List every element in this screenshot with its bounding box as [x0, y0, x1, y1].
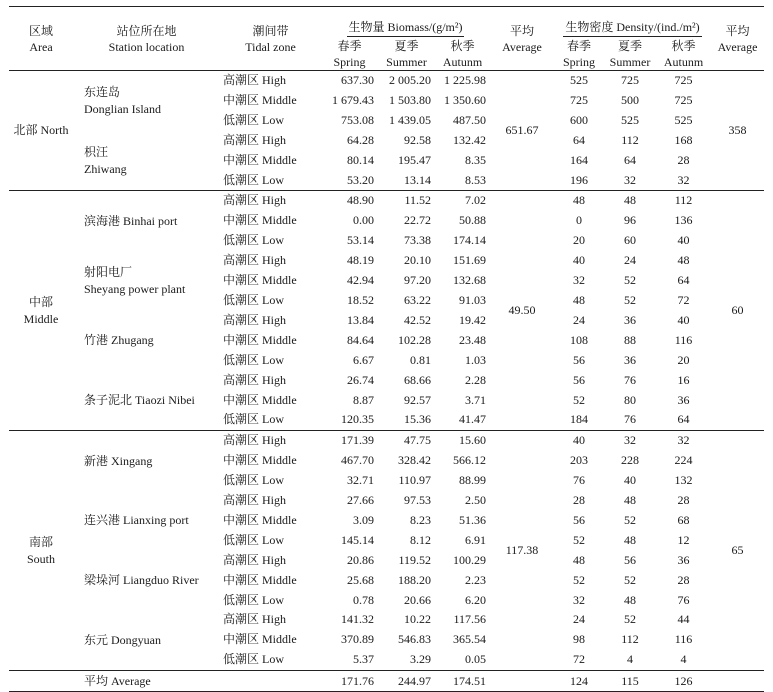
density-spring: 32 [573, 592, 585, 607]
header-biomass-spring: 春季 Spring [333, 39, 366, 69]
density-spring: 24 [573, 612, 585, 627]
density-autumn: 112 [656, 191, 711, 211]
density-autumn: 28 [677, 152, 690, 167]
biomass-summer: 119.52 [398, 552, 431, 567]
station-cell: 梁垛河 Liangduo River [84, 573, 199, 588]
density-average: 358 [711, 71, 764, 191]
header-biomass-autumn: 秋季 Autunm [442, 39, 483, 69]
biomass-spring: 25.68 [347, 572, 374, 587]
region-cell: 南部 South [9, 431, 73, 671]
biomass-spring: 753.08 [341, 112, 374, 127]
biomass-summer: 42.52 [404, 312, 431, 327]
biomass-spring: 5.37 [353, 652, 374, 667]
biomass-spring: 370.89 [341, 632, 374, 647]
biomass-autumn: 151.69 [453, 253, 486, 268]
biomass-autumn: 6.91 [465, 532, 486, 547]
header-biomass-group: 生物量 Biomass/(g/m²) [321, 7, 490, 39]
density-summer: 88 [624, 332, 636, 347]
tidal-zone-cell: 中潮区 Middle [223, 453, 297, 468]
tidal-zone-cell: 中潮区 Middle [223, 152, 297, 167]
biomass-spring: 3.09 [353, 512, 374, 527]
density-autumn: 525 [674, 112, 693, 127]
biomass-summer: 47.75 [378, 431, 435, 451]
biomass-summer: 1 503.80 [389, 92, 431, 107]
tidal-zone-cell: 低潮区 Low [223, 112, 284, 127]
density-summer: 36 [624, 352, 636, 367]
header-biomass-summer: 夏季 Summer [386, 39, 427, 69]
density-spring: 56 [573, 372, 585, 387]
biomass-autumn: 2.23 [465, 572, 486, 587]
footer-biomass-autumn: 174.51 [435, 671, 490, 692]
biomass-summer: 195.47 [398, 152, 431, 167]
tidal-zone-cell: 低潮区 Low [223, 172, 284, 187]
biomass-spring: 1 679.43 [332, 92, 374, 107]
biomass-autumn: 132.42 [453, 132, 486, 147]
biomass-spring: 48.19 [347, 253, 374, 268]
header-density-autumn: 秋季 Autunm [663, 39, 704, 69]
biomass-spring: 32.71 [347, 473, 374, 488]
station-cell: 竹港 Zhugang [84, 333, 154, 348]
density-autumn: 32 [677, 172, 690, 187]
tidal-zone-cell: 中潮区 Middle [223, 572, 297, 587]
density-spring: 76 [573, 473, 585, 488]
biomass-autumn: 117.56 [453, 612, 486, 627]
biomass-autumn: 88.99 [459, 473, 486, 488]
tidal-zone-cell: 中潮区 Middle [223, 213, 297, 228]
density-spring: 600 [570, 112, 588, 127]
tidal-zone-cell: 中潮区 Middle [223, 392, 297, 407]
footer-density-spring: 124 [554, 671, 604, 692]
footer-biomass-summer: 244.97 [378, 671, 435, 692]
biomass-summer: 20.66 [404, 592, 431, 607]
biomass-autumn: 365.54 [453, 632, 486, 647]
biomass-autumn: 3.71 [465, 392, 486, 407]
density-autumn: 44 [677, 612, 690, 627]
header-density-group: 生物密度 Density/(ind./m²) [554, 7, 711, 39]
biomass-summer: 328.42 [398, 453, 431, 468]
biomass-average: 117.38 [490, 431, 554, 671]
biomass-summer: 10.22 [404, 612, 431, 627]
density-autumn: 36 [677, 392, 690, 407]
table-row [9, 371, 764, 391]
density-summer: 525 [621, 112, 639, 127]
density-summer: 32 [624, 172, 636, 187]
station-cell: 东元 Dongyuan [84, 632, 161, 647]
tidal-zone-cell: 高潮区 High [223, 612, 287, 627]
biomass-spring: 84.64 [347, 332, 374, 347]
biomass-autumn: 1.03 [465, 352, 486, 367]
density-summer: 48 [624, 592, 636, 607]
biomass-summer: 2 005.20 [378, 71, 435, 91]
table-row [9, 251, 764, 271]
density-spring: 52 [573, 392, 585, 407]
density-average: 60 [711, 191, 764, 431]
density-autumn: 40 [677, 312, 690, 327]
biomass-autumn: 487.50 [453, 112, 486, 127]
biomass-spring: 120.35 [341, 412, 374, 427]
biomass-autumn: 23.48 [459, 332, 486, 347]
density-autumn: 64 [677, 273, 690, 288]
biomass-autumn: 51.36 [459, 512, 486, 527]
biomass-spring: 42.94 [347, 273, 374, 288]
density-spring: 20 [573, 233, 585, 248]
biomass-summer: 63.22 [404, 292, 431, 307]
biomass-spring: 0.00 [353, 213, 374, 228]
density-autumn: 725 [674, 92, 693, 107]
biomass-spring: 141.32 [341, 612, 374, 627]
header-area: 区域 Area [28, 23, 53, 54]
density-spring: 0 [576, 213, 582, 228]
biomass-summer: 97.53 [404, 493, 431, 508]
tidal-zone-cell: 低潮区 Low [223, 592, 284, 607]
density-summer: 96 [624, 213, 636, 228]
density-spring: 164 [570, 152, 588, 167]
density-autumn: 28 [677, 493, 690, 508]
biomass-autumn: 41.47 [459, 412, 486, 427]
biomass-density-table [9, 6, 764, 692]
footer-label: 平均 Average [73, 671, 220, 692]
density-autumn: 36 [677, 552, 690, 567]
station-cell: 枳汪 Zhiwang [84, 144, 127, 176]
density-summer: 80 [624, 392, 636, 407]
density-summer: 60 [624, 233, 636, 248]
tidal-zone-cell: 高潮区 High [223, 132, 287, 147]
density-autumn: 116 [674, 632, 693, 647]
biomass-spring: 26.74 [347, 372, 374, 387]
biomass-spring: 27.66 [347, 493, 374, 508]
header-density-spring: 春季 Spring [562, 39, 595, 69]
density-spring: 52 [573, 532, 585, 547]
density-spring: 48 [573, 552, 585, 567]
biomass-autumn: 1 350.60 [444, 92, 486, 107]
density-spring: 98 [573, 632, 585, 647]
density-average: 65 [711, 431, 764, 671]
density-spring: 184 [570, 412, 588, 427]
station-cell: 新港 Xingang [73, 431, 220, 491]
biomass-autumn: 100.29 [453, 552, 486, 567]
biomass-autumn: 132.68 [453, 273, 486, 288]
footer-density-autumn: 126 [656, 671, 711, 692]
density-autumn: 20 [677, 352, 690, 367]
table-row [9, 610, 764, 630]
density-summer: 112 [621, 632, 639, 647]
density-spring: 203 [570, 453, 588, 468]
biomass-average: 651.67 [490, 71, 554, 191]
density-autumn: 168 [674, 132, 693, 147]
biomass-summer: 8.23 [410, 512, 431, 527]
density-summer: 48 [604, 191, 656, 211]
table-row [9, 191, 764, 211]
biomass-spring: 467.70 [341, 453, 374, 468]
density-autumn: 68 [677, 512, 690, 527]
biomass-spring: 18.52 [347, 292, 374, 307]
density-summer: 64 [624, 152, 636, 167]
biomass-spring: 6.67 [353, 352, 374, 367]
biomass-spring: 64.28 [347, 132, 374, 147]
density-autumn: 32 [656, 431, 711, 451]
table-row [9, 551, 764, 571]
biomass-average: 49.50 [490, 191, 554, 431]
density-spring: 48 [554, 191, 604, 211]
biomass-summer: 188.20 [398, 572, 431, 587]
density-autumn: 136 [674, 213, 693, 228]
density-autumn: 224 [674, 453, 693, 468]
biomass-spring: 145.14 [341, 532, 374, 547]
density-autumn: 72 [677, 292, 690, 307]
biomass-autumn: 2.28 [465, 372, 486, 387]
density-summer: 52 [624, 612, 636, 627]
table-body [9, 71, 764, 671]
footer-blank [711, 671, 764, 692]
station-cell: 东连岛 Donglian Island [73, 71, 220, 131]
biomass-autumn: 174.14 [453, 233, 486, 248]
density-summer: 52 [624, 273, 636, 288]
biomass-summer: 102.28 [398, 332, 431, 347]
density-spring: 24 [573, 312, 585, 327]
density-summer: 48 [624, 493, 636, 508]
density-spring: 32 [573, 273, 585, 288]
biomass-spring: 53.20 [347, 172, 374, 187]
biomass-summer: 1 439.05 [389, 112, 431, 127]
biomass-summer: 15.36 [404, 412, 431, 427]
density-summer: 76 [624, 412, 636, 427]
biomass-spring: 53.14 [347, 233, 374, 248]
biomass-autumn: 19.42 [459, 312, 486, 327]
density-spring: 48 [573, 292, 585, 307]
station-cell: 滨海港 Binhai port [73, 191, 220, 251]
density-autumn: 4 [680, 652, 687, 667]
biomass-autumn: 2.50 [465, 493, 486, 508]
biomass-spring: 637.30 [321, 71, 378, 91]
density-spring: 525 [554, 71, 604, 91]
biomass-autumn: 7.02 [435, 191, 490, 211]
region-cell: 北部 North [9, 71, 73, 191]
header-density-average: 平均 Average [717, 23, 758, 54]
biomass-summer: 0.81 [410, 352, 431, 367]
density-autumn: 76 [677, 592, 690, 607]
table-row [9, 131, 764, 151]
density-summer: 24 [624, 253, 636, 268]
density-summer: 52 [624, 292, 636, 307]
tidal-zone-cell: 高潮区 High [220, 191, 321, 211]
density-spring: 40 [573, 253, 585, 268]
tidal-zone-cell: 中潮区 Middle [223, 512, 297, 527]
biomass-autumn: 15.60 [435, 431, 490, 451]
tidal-zone-cell: 高潮区 High [223, 253, 287, 268]
biomass-summer: 13.14 [404, 172, 431, 187]
tidal-zone-cell: 高潮区 High [223, 372, 287, 387]
biomass-spring: 48.90 [321, 191, 378, 211]
header-biomass-average: 平均 Average [502, 23, 542, 54]
tidal-zone-cell: 低潮区 Low [223, 652, 284, 667]
table-row [9, 491, 764, 511]
density-spring: 52 [573, 572, 585, 587]
density-summer: 500 [621, 92, 639, 107]
footer-biomass-spring: 171.76 [321, 671, 378, 692]
density-autumn: 40 [677, 233, 690, 248]
tidal-zone-cell: 高潮区 High [223, 493, 287, 508]
header-station: 站位所在地 Station location [108, 23, 185, 54]
biomass-summer: 97.20 [404, 273, 431, 288]
biomass-summer: 73.38 [404, 233, 431, 248]
density-summer: 36 [624, 312, 636, 327]
tidal-zone-cell: 中潮区 Middle [223, 92, 297, 107]
density-summer: 4 [627, 652, 633, 667]
tidal-zone-cell: 高潮区 High [220, 431, 321, 451]
biomass-autumn: 50.88 [459, 213, 486, 228]
density-spring: 40 [554, 431, 604, 451]
biomass-autumn: 0.05 [465, 652, 486, 667]
biomass-summer: 8.12 [410, 532, 431, 547]
biomass-summer: 20.10 [404, 253, 431, 268]
tidal-zone-cell: 低潮区 Low [223, 532, 284, 547]
density-autumn: 16 [677, 372, 690, 387]
biomass-spring: 80.14 [347, 152, 374, 167]
biomass-summer: 110.97 [398, 473, 431, 488]
density-summer: 40 [624, 473, 636, 488]
density-spring: 28 [573, 493, 585, 508]
density-summer: 56 [624, 552, 636, 567]
density-spring: 72 [573, 652, 585, 667]
density-autumn: 132 [674, 473, 693, 488]
density-summer: 52 [624, 512, 636, 527]
density-spring: 64 [573, 132, 585, 147]
density-autumn: 48 [677, 253, 690, 268]
biomass-spring: 171.39 [321, 431, 378, 451]
density-spring: 108 [570, 332, 588, 347]
tidal-zone-cell: 高潮区 High [223, 552, 287, 567]
tidal-zone-cell: 低潮区 Low [223, 352, 284, 367]
biomass-autumn: 8.35 [465, 152, 486, 167]
biomass-summer: 546.83 [398, 632, 431, 647]
biomass-autumn: 566.12 [453, 453, 486, 468]
density-summer: 228 [621, 453, 639, 468]
biomass-summer: 22.72 [404, 213, 431, 228]
density-spring: 725 [570, 92, 588, 107]
header-tidal-zone: 潮间带 Tidal zone [245, 23, 296, 54]
density-summer: 76 [624, 372, 636, 387]
density-autumn: 116 [674, 332, 693, 347]
density-summer: 112 [621, 132, 639, 147]
tidal-zone-cell: 低潮区 Low [223, 412, 284, 427]
tidal-zone-cell: 低潮区 Low [223, 473, 284, 488]
table-row [9, 311, 764, 331]
region-cell: 中部 Middle [9, 191, 73, 431]
biomass-summer: 68.66 [404, 372, 431, 387]
biomass-spring: 13.84 [347, 312, 374, 327]
station-cell: 连兴港 Lianxing port [84, 513, 189, 528]
density-summer: 32 [604, 431, 656, 451]
biomass-autumn: 1 225.98 [435, 71, 490, 91]
density-summer: 48 [624, 532, 636, 547]
tidal-zone-cell: 低潮区 Low [223, 292, 284, 307]
density-summer: 52 [624, 572, 636, 587]
density-spring: 56 [573, 512, 585, 527]
tidal-zone-cell: 低潮区 Low [223, 233, 284, 248]
table-row [9, 71, 764, 91]
density-autumn: 12 [677, 532, 690, 547]
density-spring: 56 [573, 352, 585, 367]
biomass-summer: 92.58 [404, 132, 431, 147]
density-autumn: 28 [677, 572, 690, 587]
biomass-summer: 11.52 [378, 191, 435, 211]
tidal-zone-cell: 高潮区 High [223, 312, 287, 327]
density-spring: 196 [570, 172, 588, 187]
biomass-autumn: 8.53 [465, 172, 486, 187]
density-autumn: 64 [677, 412, 690, 427]
tidal-zone-cell: 高潮区 High [220, 71, 321, 91]
biomass-spring: 20.86 [347, 552, 374, 567]
biomass-spring: 0.78 [353, 592, 374, 607]
footer-density-summer: 115 [604, 671, 656, 692]
density-autumn: 725 [656, 71, 711, 91]
footer-blank [220, 671, 321, 692]
biomass-summer: 92.57 [404, 392, 431, 407]
station-cell: 射阳电厂 Sheyang power plant [84, 265, 186, 297]
footer-blank [9, 671, 73, 692]
table-row [9, 431, 764, 451]
footer-blank [490, 671, 554, 692]
biomass-summer: 3.29 [410, 652, 431, 667]
biomass-autumn: 6.20 [465, 592, 486, 607]
tidal-zone-cell: 中潮区 Middle [223, 273, 297, 288]
biomass-spring: 8.87 [353, 392, 374, 407]
tidal-zone-cell: 中潮区 Middle [223, 332, 297, 347]
header-density-summer: 夏季 Summer [609, 39, 651, 69]
density-summer: 725 [604, 71, 656, 91]
biomass-autumn: 91.03 [459, 292, 486, 307]
station-cell: 条子泥北 Tiaozi Nibei [84, 392, 195, 407]
tidal-zone-cell: 中潮区 Middle [223, 632, 297, 647]
average-row [9, 671, 764, 692]
